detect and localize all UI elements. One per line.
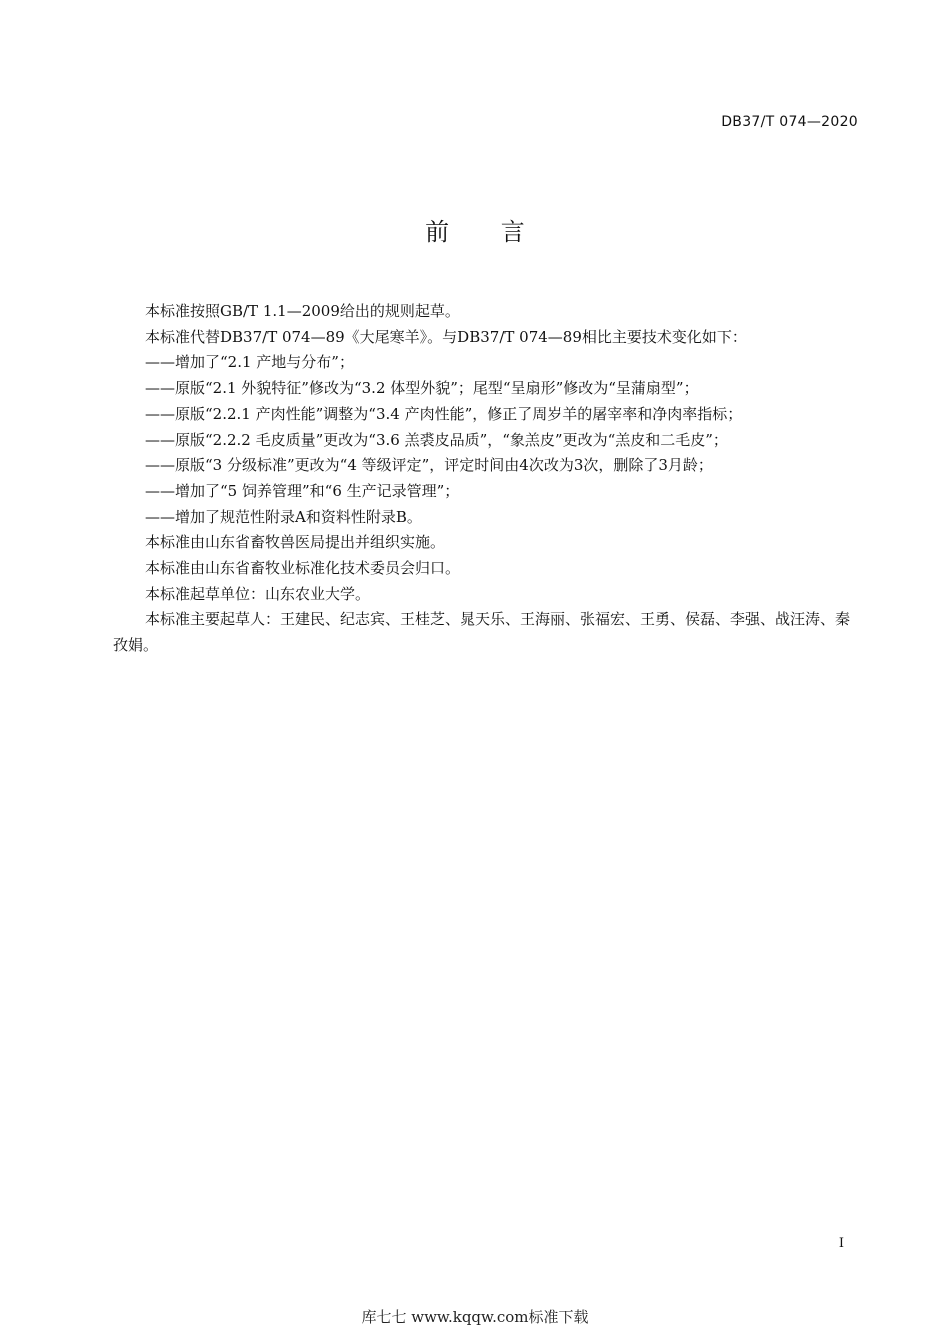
change-item: ——原版“2.1 外貌特征”修改为“3.2 体型外貌”；尾型“呈扇形”修改为“呈蒲扇型”； bbox=[145, 379, 699, 398]
change-item: ——原版“2.2.1 产肉性能”调整为“3.4 产肉性能”，修正了周岁羊的屠宰率和净肉率指标； bbox=[145, 404, 743, 423]
standard-code: DB37/T 074—2020 bbox=[721, 114, 858, 130]
page-number: I bbox=[838, 1236, 844, 1251]
paragraph: 本标准由山东省畜牧业标准化技术委员会归口。 bbox=[145, 559, 461, 578]
paragraph: 本标准起草单位：山东农业大学。 bbox=[145, 584, 371, 603]
change-item: ——原版“2.2.2 毛皮质量”更改为“3.6 羔裘皮品质”，“象羔皮”更改为“羔皮和二毛皮”； bbox=[145, 430, 728, 449]
change-item: ——增加了规范性附录A和资料性附录B。 bbox=[145, 507, 422, 526]
change-item: ——增加了“5 饲养管理”和“6 生产记录管理”； bbox=[145, 481, 460, 500]
paragraph: 本标准代替DB37/T 074—89《大尾寒羊》。与DB37/T 074—89相比主要技术变化如下： bbox=[145, 327, 747, 346]
page-title: 前 言 bbox=[425, 218, 547, 246]
paragraph: 本标准按照GB/T 1.1—2009给出的规则起草。 bbox=[145, 302, 460, 320]
watermark-text: 库七七 www.kqqw.com标准下载 bbox=[361, 1308, 589, 1326]
paragraph: 本标准由山东省畜牧兽医局提出并组织实施。 bbox=[145, 533, 446, 552]
foreword-body bbox=[113, 299, 861, 659]
paragraph: 本标准主要起草人：王建民、纪志宾、王桂芝、晁天乐、王海丽、张福宏、王勇、侯磊、李强、战汪涛、秦孜娟。 bbox=[113, 610, 851, 655]
change-item: ——增加了“2.1 产地与分布”； bbox=[145, 353, 354, 372]
change-item: ——原版“3 分级标准”更改为“4 等级评定”，评定时间由4次改为3次，删除了3月龄； bbox=[145, 456, 713, 475]
